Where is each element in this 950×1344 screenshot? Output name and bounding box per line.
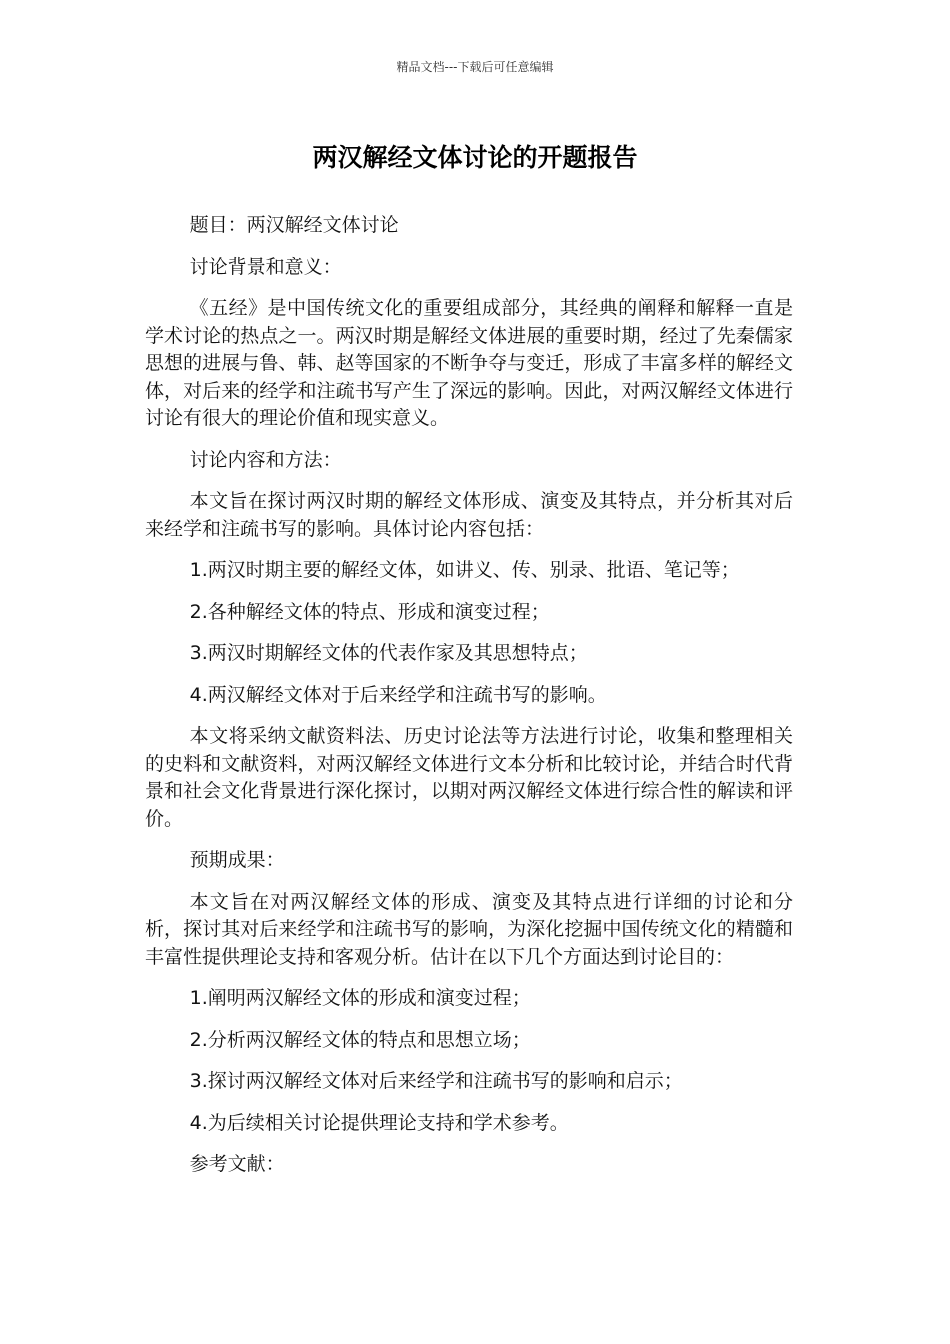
content-list-item: 3.两汉时期解经文体的代表作家及其思想特点； <box>189 642 588 664</box>
section-heading-expected-results: 预期成果： <box>189 849 285 871</box>
results-list-item: 2.分析两汉解经文体的特点和思想立场； <box>189 1028 531 1051</box>
section-heading-background: 讨论背景和意义： <box>189 255 342 278</box>
results-list-item: 1.阐明两汉解经文体的形成和演变过程； <box>189 987 531 1009</box>
results-list-item: 4.为后续相关讨论提供理论支持和学术参考。 <box>189 1111 569 1134</box>
document-body <box>145 212 793 1193</box>
document-title: 两汉解经文体讨论的开题报告 <box>312 143 638 172</box>
content-list-item: 2.各种解经文体的特点、形成和演变过程； <box>189 600 550 623</box>
content-intro-paragraph: 本文旨在探讨两汉时期的解经文体形成、演变及其特点，并分析其对后来经学和注疏书写的影响。具体讨论内容包括： <box>145 490 793 540</box>
page-header: 精品文档---下载后可任意编辑 <box>396 60 554 74</box>
section-heading-content-method: 讨论内容和方法： <box>189 448 342 471</box>
section-heading-references: 参考文献： <box>189 1153 285 1175</box>
topic-line: 题目：两汉解经文体讨论 <box>189 214 399 236</box>
expected-results-paragraph: 本文旨在对两汉解经文体的形成、演变及其特点进行详细的讨论和分析，探讨其对后来经学和注疏书写的影响，为深化挖掘中国传统文化的精髓和丰富性提供理论支持和客观分析。估计在以下几个方面达到讨论目的： <box>145 890 793 968</box>
results-list-item: 3.探讨两汉解经文体对后来经学和注疏书写的影响和启示； <box>189 1070 683 1092</box>
background-paragraph: 《五经》是中国传统文化的重要组成部分，其经典的阐释和解释一直是学术讨论的热点之一。两汉时期是解经文体进展的重要时期，经过了先秦儒家思想的进展与鲁、韩、赵等国家的不断争夺与变迁，形成了丰富多样的解经文体，对后来的经学和注疏书写产生了深远的影响。因此，对两汉解经文体进行讨论有很大的理论价值和现实意义。 <box>145 297 793 429</box>
content-list-item: 1.两汉时期主要的解经文体，如讲义、传、别录、批语、笔记等； <box>189 559 740 581</box>
content-list-item: 4.两汉解经文体对于后来经学和注疏书写的影响。 <box>189 683 607 706</box>
method-paragraph: 本文将采纳文献资料法、历史讨论法等方法进行讨论，收集和整理相关的史料和文献资料，对两汉解经文体进行文本分析和比较讨论，并结合时代背景和社会文化背景进行深化探讨，以期对两汉解经文体进行综合性的解读和评价。 <box>145 725 793 830</box>
